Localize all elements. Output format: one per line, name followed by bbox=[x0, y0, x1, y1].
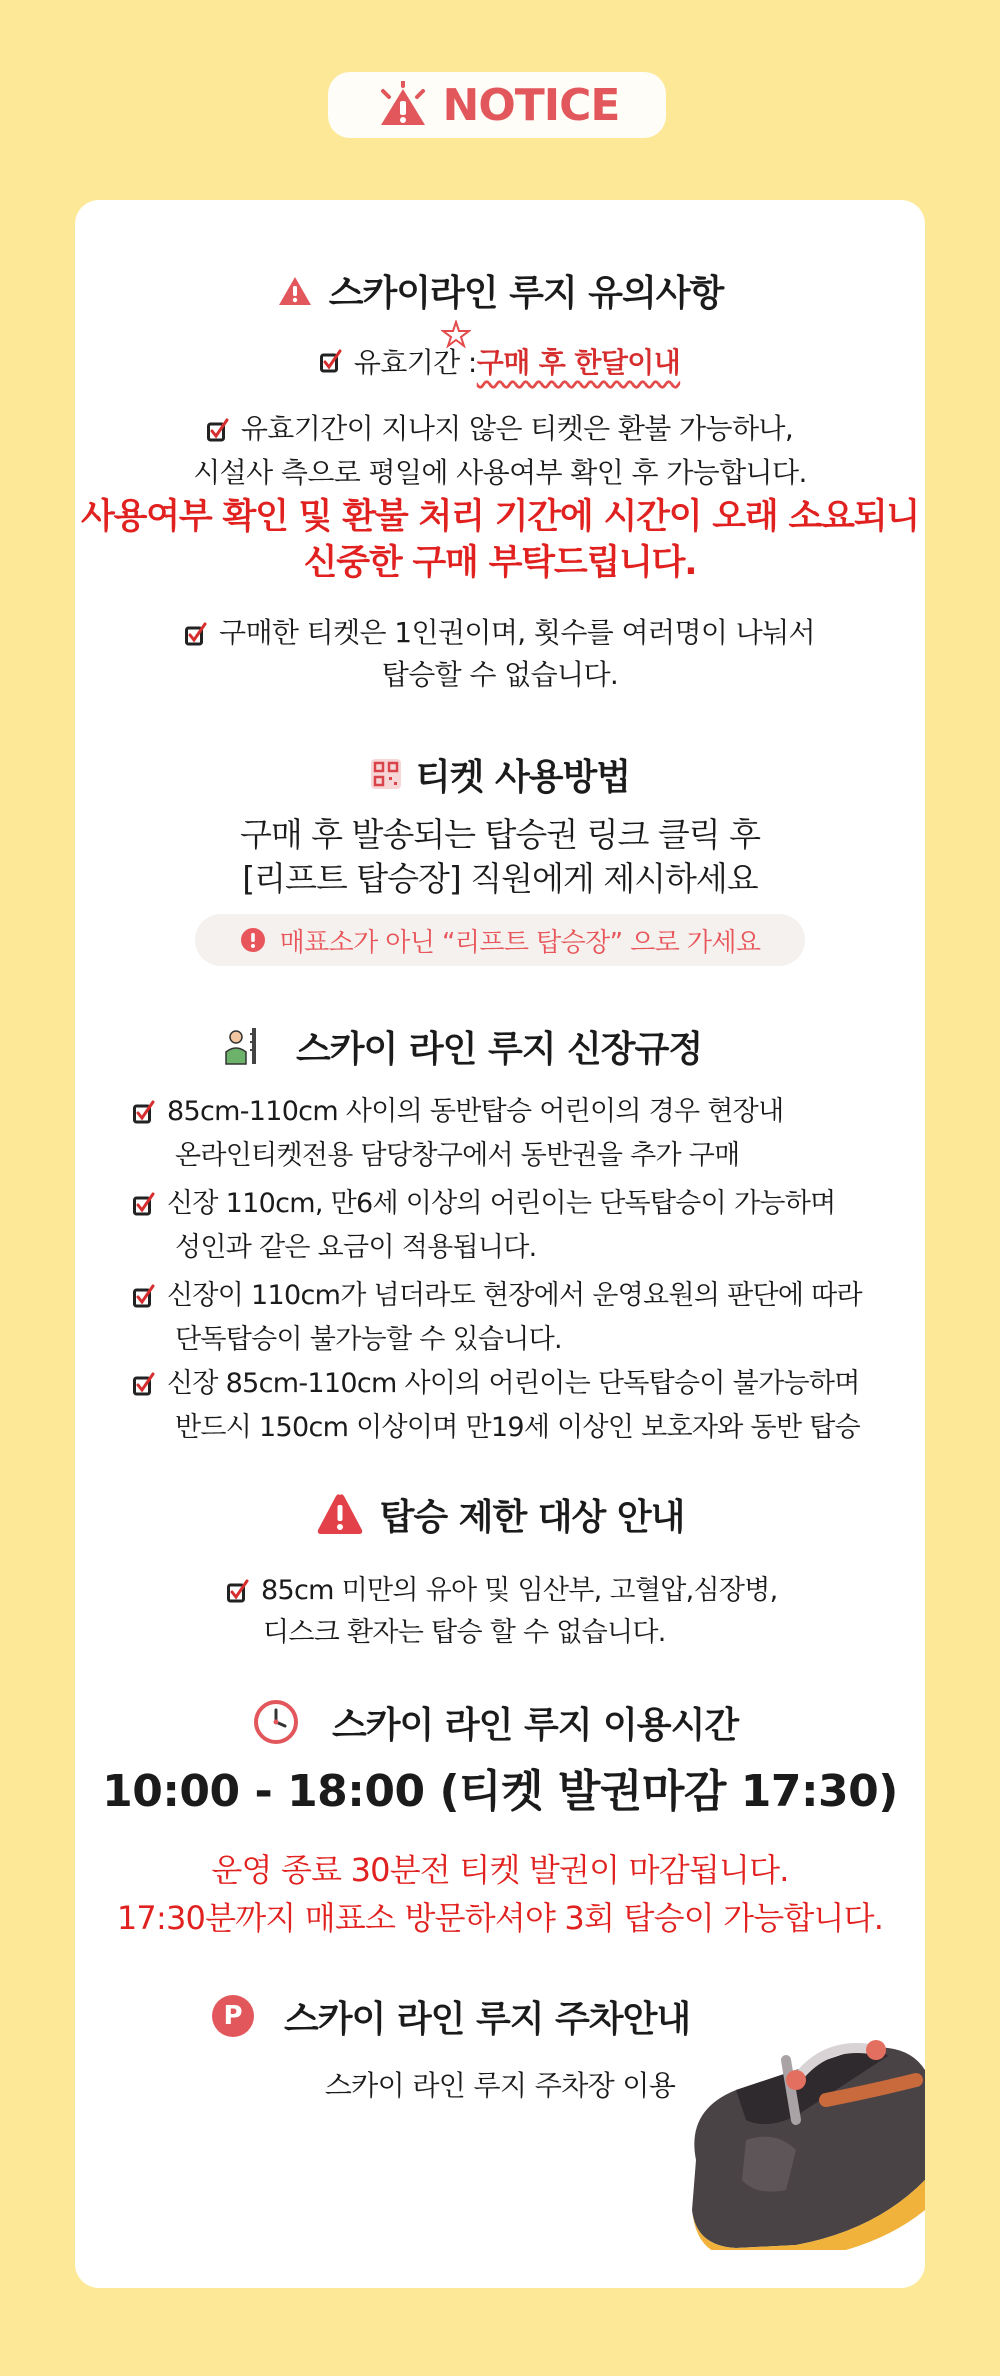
height-rule-line-1 bbox=[133, 1090, 783, 1134]
height-rule-line-2: 성인과 같은 요금이 적용됩니다. bbox=[175, 1232, 537, 1263]
caution-title: 스카이라인 루지 유의사항 bbox=[328, 272, 724, 314]
hours-time: 10:00 - 18:00 (티켓 발권마감 17:30) bbox=[102, 1766, 898, 1817]
usage-warning-text: 매표소가 아닌 “리프트 탑승장” 으로 가세요 bbox=[279, 927, 761, 958]
usage-line-1: 구매 후 발송되는 탑승권 링크 클릭 후 bbox=[239, 815, 761, 854]
height-rule-line-2: 반드시 150cm 이상이며 만19세 이상인 보호자와 동반 탑승 bbox=[175, 1412, 860, 1443]
hours-note-1: 운영 종료 30분전 티켓 발권이 마감됩니다. bbox=[211, 1851, 789, 1889]
restriction-line-2: 디스크 환자는 탑승 할 수 없습니다. bbox=[263, 1617, 666, 1648]
usage-warning-badge bbox=[195, 914, 805, 966]
per-person-line-1 bbox=[0, 612, 1000, 654]
height-rule-text-1: 85cm-110cm 사이의 동반탑승 어린이의 경우 현장내 bbox=[167, 1096, 784, 1127]
restriction-title: 탑승 제한 대상 안내 bbox=[379, 1496, 685, 1538]
height-rule-item bbox=[133, 1182, 835, 1270]
restriction-heading bbox=[0, 1486, 1000, 1542]
restriction-text-1: 85cm 미만의 유아 및 임산부, 고혈압,심장병, bbox=[261, 1575, 778, 1606]
caution-heading bbox=[0, 262, 1000, 318]
height-rule-line-1 bbox=[133, 1182, 835, 1226]
height-rule-text-1: 신장이 110cm가 넘더라도 현장에서 운영요원의 판단에 따라 bbox=[167, 1280, 862, 1311]
checkbox-icon bbox=[320, 349, 342, 373]
height-measure-person-icon bbox=[220, 1026, 260, 1066]
height-rule-line-1 bbox=[133, 1274, 862, 1318]
emphasis-line-1: 사용여부 확인 및 환불 처리 기간에 시간이 오래 소요되니 bbox=[81, 497, 919, 537]
validity-label: 유효기간 : bbox=[353, 346, 477, 379]
checkbox-icon bbox=[133, 1284, 155, 1308]
hours-heading bbox=[254, 1694, 738, 1750]
parking-body: 스카이 라인 루지 주차장 이용 bbox=[324, 2069, 676, 2102]
hours-note-2: 17:30분까지 매표소 방문하셔야 3회 탑승이 가능합니다. bbox=[116, 1899, 884, 1937]
height-rule-line-2: 단독탑승이 불가능할 수 있습니다. bbox=[175, 1324, 562, 1355]
validity-row bbox=[0, 338, 1000, 384]
qr-code-icon bbox=[370, 758, 402, 790]
alert-siren-icon bbox=[375, 81, 431, 129]
checkbox-icon bbox=[185, 622, 207, 646]
restriction-text bbox=[227, 1570, 778, 1654]
refund-text-1: 유효기간이 지나지 않은 티켓은 환불 가능하나, bbox=[240, 412, 794, 445]
alert-siren-icon bbox=[277, 273, 313, 307]
usage-line-2: [리프트 탑승장] 직원에게 제시하세요 bbox=[242, 859, 758, 898]
checkbox-icon bbox=[207, 418, 229, 442]
height-heading bbox=[220, 1018, 702, 1074]
height-rule-item bbox=[133, 1274, 862, 1362]
checkbox-icon bbox=[133, 1100, 155, 1124]
validity-value: 구매 후 한달이내 bbox=[476, 346, 681, 379]
restriction-line-1 bbox=[227, 1570, 778, 1612]
height-rule-line-1 bbox=[133, 1362, 860, 1406]
exclamation-circle-icon bbox=[240, 927, 266, 953]
luge-cart-illustration bbox=[676, 2020, 925, 2250]
height-rule-text-1: 신장 85cm-110cm 사이의 어린이는 단독탑승이 불가능하며 bbox=[167, 1368, 860, 1399]
parking-title: 스카이 라인 루지 주차안내 bbox=[284, 1998, 691, 2040]
notice-label: NOTICE bbox=[442, 79, 620, 131]
notice-badge bbox=[328, 72, 666, 138]
per-person-text-1: 구매한 티켓은 1인권이며, 횟수를 여러명이 나눠서 bbox=[219, 616, 815, 649]
height-title: 스카이 라인 루지 신장규정 bbox=[296, 1028, 703, 1070]
refund-line-2: 시설사 측으로 평일에 사용여부 확인 후 가능합니다. bbox=[193, 456, 807, 489]
per-person-line-2: 탑승할 수 없습니다. bbox=[381, 658, 619, 691]
checkbox-icon bbox=[133, 1192, 155, 1216]
hours-title: 스카이 라인 루지 이용시간 bbox=[332, 1704, 739, 1746]
height-rule-text-1: 신장 110cm, 만6세 이상의 어린이는 단독탑승이 가능하며 bbox=[167, 1188, 836, 1219]
checkbox-icon bbox=[227, 1579, 249, 1603]
star-sparkle-icon bbox=[441, 320, 471, 348]
height-rule-line-2: 온라인티켓전용 담당창구에서 동반권을 추가 구매 bbox=[175, 1140, 740, 1171]
refund-line-1 bbox=[0, 408, 1000, 450]
clock-icon bbox=[254, 1700, 298, 1744]
height-rule-item bbox=[133, 1362, 860, 1450]
parking-icon: P bbox=[212, 1995, 254, 2037]
checkbox-icon bbox=[133, 1372, 155, 1396]
emphasis-line-2: 신중한 구매 부탁드립니다. bbox=[303, 543, 697, 583]
warning-triangle-icon bbox=[316, 1492, 364, 1536]
height-rule-item bbox=[133, 1090, 783, 1178]
usage-heading bbox=[0, 746, 1000, 802]
parking-heading bbox=[212, 1988, 690, 2044]
usage-title: 티켓 사용방법 bbox=[415, 756, 631, 798]
